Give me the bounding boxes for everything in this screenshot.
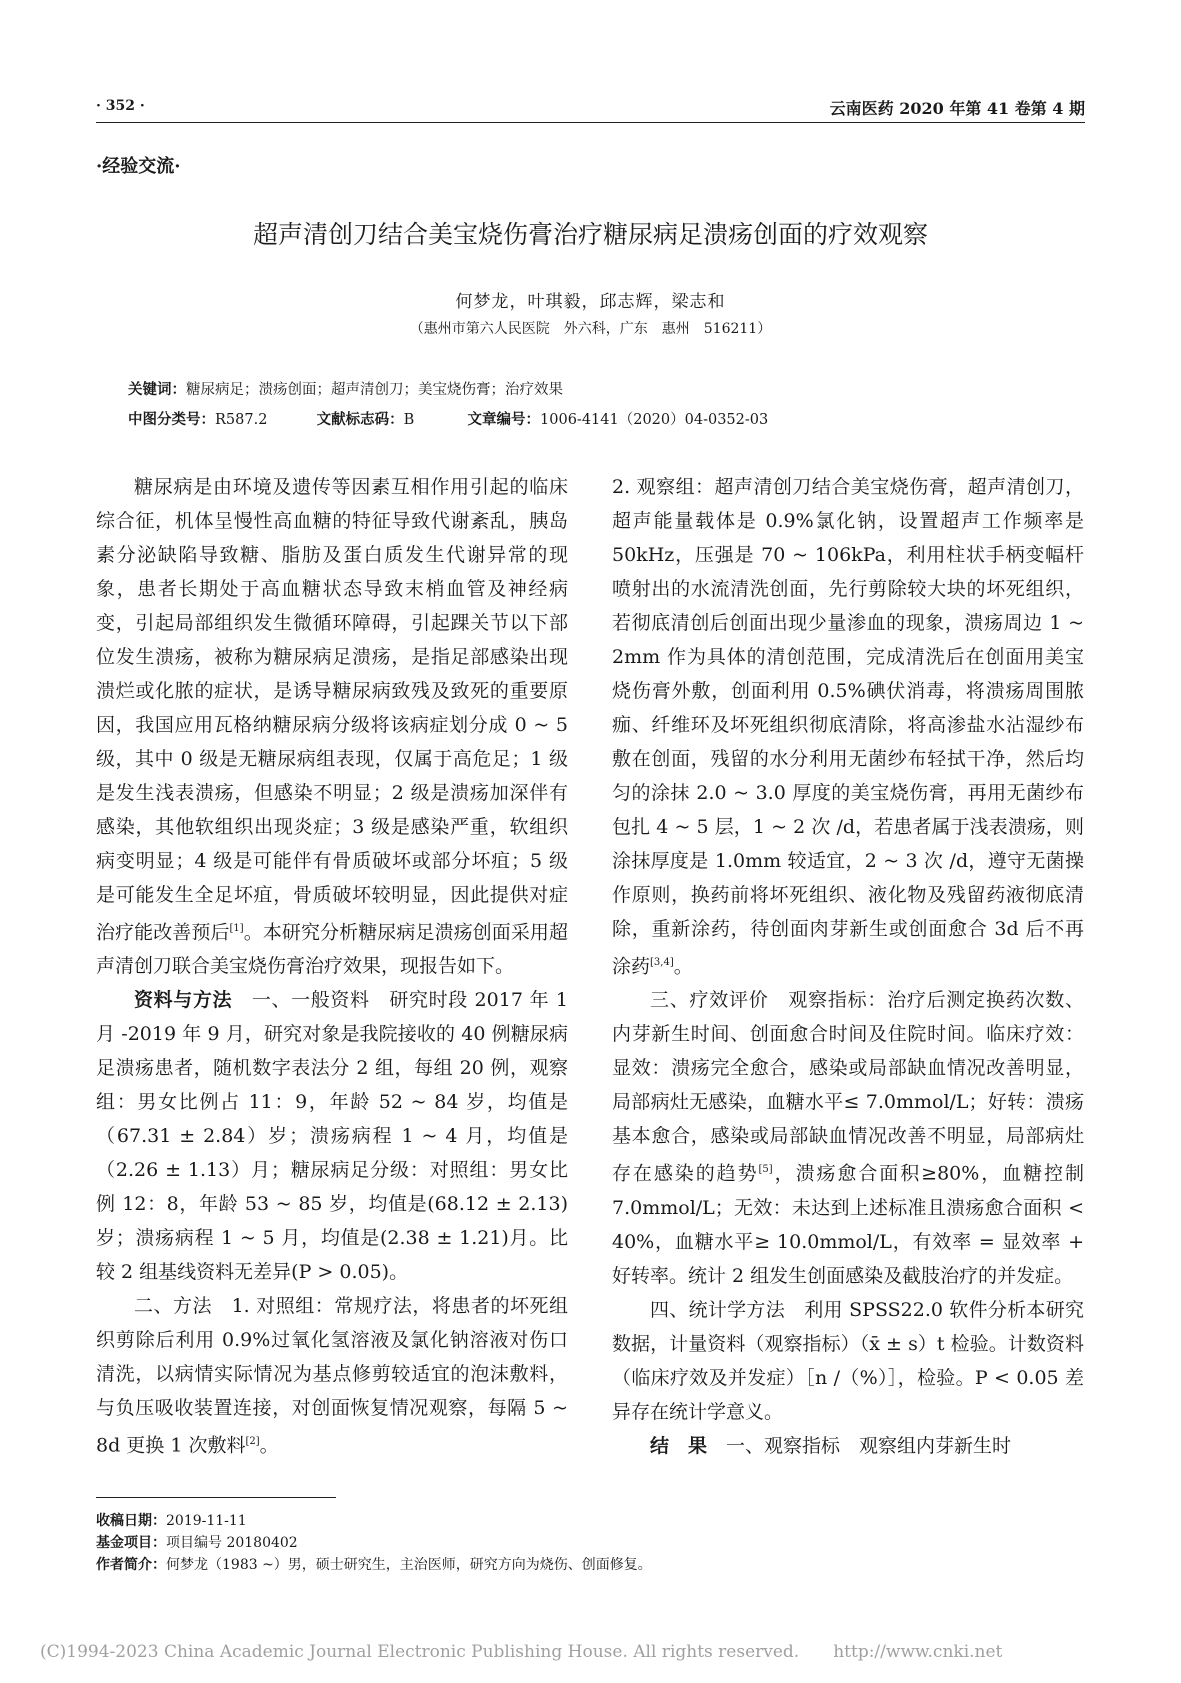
clc-value: R587.2	[215, 412, 268, 428]
footnote-fund	[96, 1532, 298, 1554]
paragraph	[96, 470, 568, 983]
paragraph	[612, 1293, 1084, 1429]
paragraph-text: 糖尿病是由环境及遗传等因素互相作用引起的临床综合征，机体呈慢性高血糖的特征导致代谢紊乱，胰岛素分泌缺陷导致糖、脂肪及蛋白质发生代谢异常的现象，患者长期处于高血糖状态导致末梢血管及神经病变，引起局部组织发生微循环障碍，引起踝关节以下部位发生溃疡，被称为糖尿病足溃疡，是指足部感染出现溃烂或化脓的症状，是诱导糖尿病致残及致死的重要原因，我国应用瓦格纳糖尿病分级将该病症划分成 0 ~ 5 级，其中 0 级是无糖尿病组表现，仅属于高危足；1 级是发生浅表溃疡，但感染不明显；2 级是溃疡加深伴有感染，其他软组织出现炎症；3 级是感染严重，软组织病变明显；4 级是可能伴有骨质破坏或部分坏疽；5 级是可能发生全足坏疽，骨质破坏较明显，因此提供对症治疗能改善预后	[96, 476, 568, 944]
doc-code-label: 文献标志码：	[316, 411, 404, 428]
paragraph-text: 2. 观察组：超声清创刀结合美宝烧伤膏，超声清创刀，超声能量载体是 0.9%氯化钠，设置超声工作频率是 50kHz，压强是 70 ~ 106kPa，利用柱状手柄变幅杆喷射出的水流清洗创面，先行剪除较大块的坏死组织，若彻底清创后创面出现少量渗血的现象，溃疡周边 1 ~ 2mm 作为具体的清创范围，完成清洗后在创面用美宝烧伤膏外敷，创面利用 0.5%碘伏消毒，将溃疡周围脓痂、纤维环及坏死组织彻底清除，将高渗盐水沾湿纱布敷在创面，残留的水分利用无菌纱布轻拭干净，然后均匀的涂抹 2.0 ~ 3.0 厚度的美宝烧伤膏，再用无菌纱布包扎 4 ~ 5 层，1 ~ 2 次 /d，若患者属于浅表溃疡，则涂抹厚度是 1.0mm 较适宜，2 ~ 3 次 /d，遵守无菌操作原则，换药前将坏死组织、液化物及残留药液彻底清除，重新涂药，待创面肉芽新生或创面愈合 3d 后不再涂药	[612, 476, 1084, 978]
section-heading: 结 果	[650, 1434, 708, 1457]
page-number: · 352 ·	[96, 98, 145, 114]
author-label: 作者简介：	[96, 1557, 166, 1573]
paragraph-text: 。	[259, 1434, 279, 1457]
fund-value: 项目编号 20180402	[166, 1535, 298, 1551]
citation: [2]	[245, 1436, 260, 1448]
paragraph-text: 。	[673, 955, 693, 978]
left-column	[96, 470, 568, 1463]
footnote-author	[96, 1554, 652, 1576]
right-column	[612, 470, 1084, 1463]
citation: [1]	[229, 923, 244, 934]
keywords-value: 糖尿病足；溃疡创面；超声清创刀；美宝烧伤膏；治疗效果	[186, 382, 563, 398]
article-no-value: 1006-4141（2020）04-0352-03	[540, 412, 769, 428]
clc-label: 中图分类号：	[128, 411, 215, 428]
citation: [3,4]	[650, 957, 674, 968]
citation: [5]	[758, 1164, 773, 1176]
footnote-rule	[96, 1497, 336, 1498]
received-label: 收稿日期：	[96, 1513, 166, 1529]
paragraph-text: 二、方法 1. 对照组：常规疗法，将患者的坏死组织剪除后利用 0.9%过氧化氢溶液及氯化钠溶液对伤口清洗，以病情实际情况为基点修剪较适宜的泡沫敷料，与负压吸收装置连接，对创面恢复情况观察，每隔 5 ~ 8d 更换 1 次敷料	[96, 1295, 568, 1457]
paragraph-text: 三、疗效评价 观察指标：治疗后测定换药次数、内芽新生时间、创面愈合时间及住院时间。临床疗效：显效：溃疡完全愈合，感染或局部缺血情况改善明显，局部病灶无感染，血糖水平≤ 7.0mmol/L；好转：溃疡基本愈合，感染或局部缺血情况改善不明显，局部病灶存在感染的趋势	[612, 989, 1084, 1185]
paragraph-text: 。本研究分析糖尿病足溃疡创面采用超声清创刀联合美宝烧伤膏治疗效果，现报告如下。	[96, 921, 568, 978]
journal-header: 云南医药 2020 年第 41 卷第 4 期	[829, 99, 1085, 118]
keywords	[128, 378, 563, 399]
received-value: 2019-11-11	[166, 1513, 247, 1529]
paragraph	[612, 1429, 1084, 1463]
paragraph-text: 四、统计学方法 利用 SPSS22.0 软件分析本研究数据，计量资料（观察指标）（x̄ ± s）t 检验。计数资料（临床疗效及并发症）［n /（%）］，检验。P < 0.05 差异存在统计学意义。	[612, 1298, 1084, 1423]
paragraph	[96, 1289, 568, 1462]
keywords-label: 关键词：	[128, 381, 186, 398]
header-rule	[96, 122, 1085, 123]
article-title: 超声清创刀结合美宝烧伤膏治疗糖尿病足溃疡创面的疗效观察	[252, 220, 928, 249]
paragraph	[612, 983, 1084, 1292]
affiliation: （惠州市第六人民医院 外六科，广东 惠州 516211）	[409, 321, 772, 337]
copyright-watermark: (C)1994-2023 China Academic Journal Electronic Publishing House. All rights reserved. http://www.cnki.net	[40, 1642, 1003, 1662]
section-heading: 资料与方法	[134, 989, 233, 1012]
author-value: 何梦龙（1983 ~）男，硕士研究生，主治医师，研究方向为烧伤、创面修复。	[166, 1557, 652, 1573]
paragraph-text: 一、一般资料 研究时段 2017 年 1 月 -2019 年 9 月，研究对象是我院接收的 40 例糖尿病足溃疡患者，随机数字表法分 2 组，每组 20 例，观察组：男女比例占 11：9，年龄 52 ~ 84 岁，均值是（67.31 ± 2.84）岁；溃疡病程 1 ~ 4 月，均值是（2.26 ± 1.13）月；糖尿病足分级：对照组：男女比例 12：8，年龄 53 ~ 85 岁，均值是(68.12 ± 2.13)岁；溃疡病程 1 ~ 5 月，均值是(2.38 ± 1.21)月。比较 2 组基线资料无差异(P > 0.05)。	[96, 989, 568, 1284]
doc-code-value: B	[403, 412, 415, 428]
section-tag: ·经验交流·	[96, 156, 181, 177]
paragraph	[96, 983, 568, 1289]
classification	[128, 408, 768, 429]
authors: 何梦龙，叶琪毅，邱志辉，梁志和	[455, 292, 726, 312]
fund-label: 基金项目：	[96, 1535, 166, 1551]
article-no-label: 文章编号：	[467, 411, 541, 428]
paragraph-text: 一、观察指标 观察组内芽新生时	[707, 1434, 1012, 1457]
paragraph	[612, 470, 1084, 983]
paragraph-text: ，溃疡愈合面积≥80%，血糖控制 7.0mmol/L；无效：未达到上述标准且溃疡愈合面积 < 40%，血糖水平≥ 10.0mmol/L，有效率 = 显效率 + 好转率。统计 2 组发生创面感染及截肢治疗的并发症。	[612, 1162, 1084, 1287]
footnote-received	[96, 1510, 247, 1532]
